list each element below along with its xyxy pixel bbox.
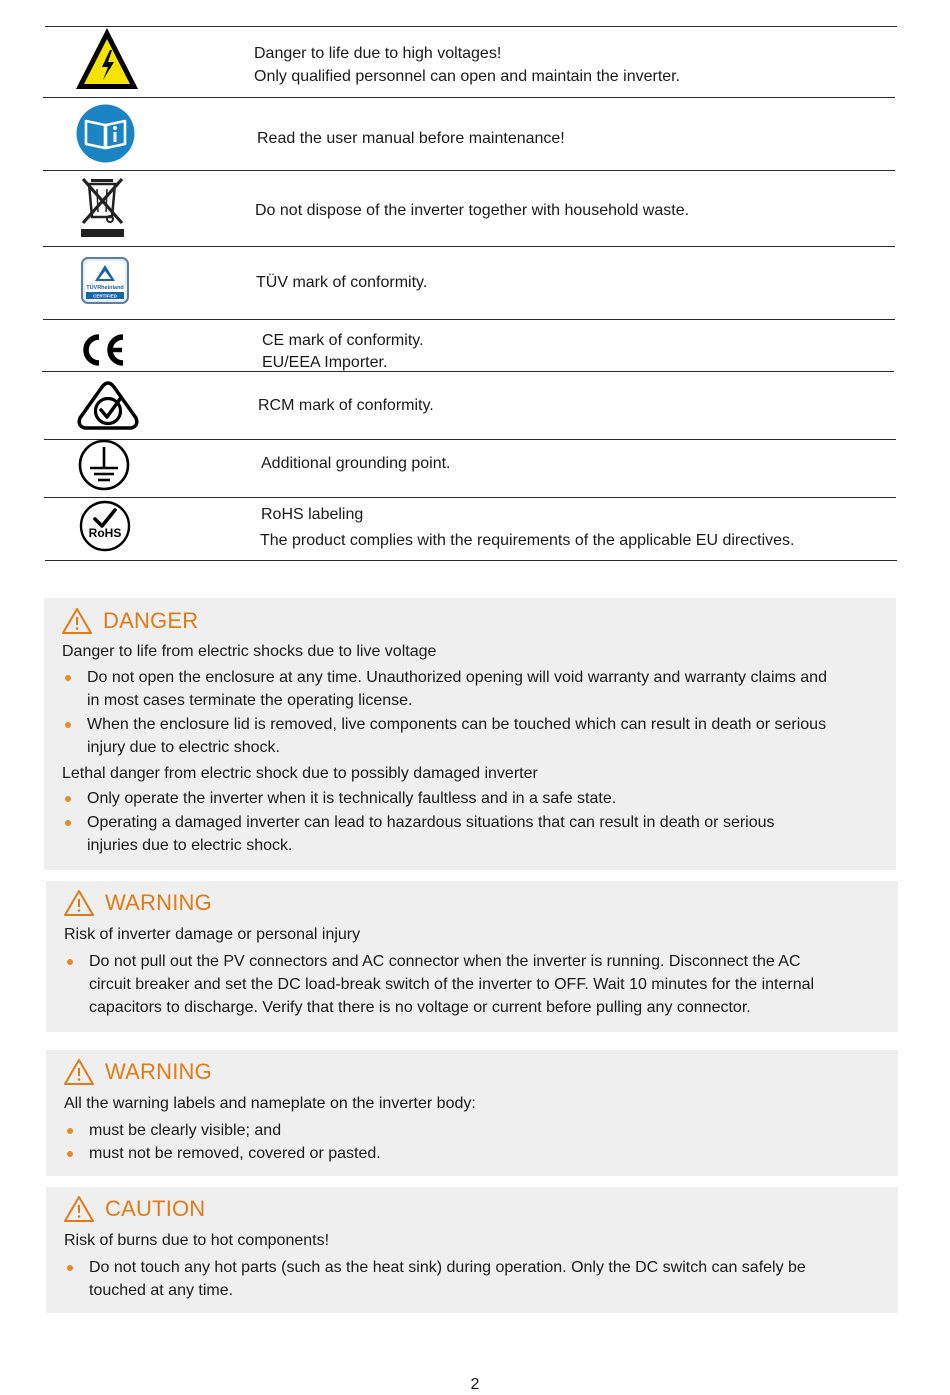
notice-header: [61, 607, 198, 635]
bullet-dot: [67, 1151, 73, 1157]
notice-paragraph: Risk of inverter damage or personal injury: [64, 926, 361, 943]
bullet-text: must be clearly visible; and: [89, 1122, 282, 1139]
warning-triangle-icon: [63, 1058, 95, 1086]
notice-paragraph: Risk of burns due to hot components!: [64, 1232, 330, 1249]
bullet-text: touched at any time.: [89, 1282, 234, 1299]
symbol-desc: Additional grounding point.: [261, 455, 451, 472]
bullet-dot: [65, 796, 71, 802]
bullet-dot: [67, 959, 73, 965]
notice-paragraph: All the warning labels and nameplate on the inverter body:: [64, 1095, 476, 1112]
warning-triangle-icon: [63, 1195, 95, 1223]
grounding-point-icon: [77, 438, 131, 492]
warning-triangle-icon: [63, 889, 95, 917]
bullet-dot: [65, 820, 71, 826]
rcm-mark-icon: [75, 380, 141, 432]
table-rule: [42, 371, 894, 372]
symbol-desc: RoHS labeling: [261, 506, 364, 523]
danger-notice: [44, 598, 896, 870]
notice-title: DANGER: [103, 608, 199, 633]
symbol-desc: The product complies with the requirements of the applicable EU directives.: [260, 532, 795, 549]
table-rule: [45, 560, 897, 561]
bullet-text: circuit breaker and set the DC load-break switch of the inverter to OFF. Wait 10 minutes for the internal: [89, 976, 815, 993]
rohs-icon: [79, 500, 131, 552]
bullet-text: in most cases terminate the operating license.: [87, 692, 413, 709]
svg-text:CERTIFIED: CERTIFIED: [93, 293, 117, 299]
svg-text:TÜVRheinland: TÜVRheinland: [86, 285, 124, 291]
bullet-dot: [65, 675, 71, 681]
table-rule: [43, 319, 895, 320]
symbol-desc: CE mark of conformity.: [262, 332, 424, 349]
caution-notice: [46, 1187, 898, 1313]
notice-title: WARNING: [105, 890, 212, 915]
bullet-text: Do not touch any hot parts (such as the heat sink) during operation. Only the DC switch can safely be: [89, 1259, 806, 1276]
bullet-dot: [67, 1128, 73, 1134]
bullet-text: capacitors to discharge. Verify that there is no voltage or current before pulling any connector.: [89, 999, 751, 1016]
bullet-text: When the enclosure lid is removed, live components can be touched which can result in death or serious: [87, 716, 827, 733]
bullet-text: Only operate the inverter when it is technically faultless and in a safe state.: [87, 790, 617, 807]
warning-notice: [46, 881, 898, 1032]
warning-notice: [46, 1050, 898, 1176]
weee-crossed-bin-icon: [80, 175, 126, 239]
page-number: 2: [470, 1376, 480, 1393]
symbol-desc: TÜV mark of conformity.: [256, 274, 428, 291]
notice-header: [63, 889, 212, 917]
symbol-desc: EU/EEA Importer.: [262, 354, 388, 371]
notice-paragraph: Danger to life from electric shocks due to live voltage: [62, 643, 437, 660]
symbol-desc: Do not dispose of the inverter together with household waste.: [255, 202, 690, 219]
symbol-desc: Danger to life due to high voltages!: [254, 45, 502, 62]
symbol-desc: RCM mark of conformity.: [258, 397, 434, 414]
symbol-desc: Read the user manual before maintenance!: [257, 130, 565, 147]
svg-text:RoHS: RoHS: [88, 526, 122, 540]
bullet-text: must not be removed, covered or pasted.: [89, 1145, 381, 1162]
bullet-text: Do not pull out the PV connectors and AC connector when the inverter is running. Disconnect the AC: [89, 953, 801, 970]
bullet-text: injury due to electric shock.: [87, 739, 280, 756]
table-rule: [43, 97, 895, 98]
notice-title: CAUTION: [105, 1196, 206, 1221]
notice-header: [63, 1058, 212, 1086]
high-voltage-warning-icon: [74, 26, 140, 92]
bullet-dot: [65, 722, 71, 728]
warning-triangle-icon: [61, 607, 93, 635]
bullet-text: Do not open the enclosure at any time. Unauthorized opening will void warranty and warranty claims and: [87, 669, 827, 686]
table-rule: [45, 26, 897, 27]
read-manual-icon: [76, 104, 135, 163]
notice-paragraph: Lethal danger from electric shock due to possibly damaged inverter: [62, 765, 538, 782]
bullet-text: Operating a damaged inverter can lead to hazardous situations that can result in death or serious: [87, 814, 775, 831]
tuv-mark-icon: [81, 257, 129, 304]
table-rule: [44, 439, 896, 440]
table-rule: [43, 170, 895, 171]
notice-header: [63, 1195, 205, 1223]
table-rule: [43, 246, 895, 247]
symbol-desc: Only qualified personnel can open and maintain the inverter.: [254, 68, 681, 85]
ce-mark-icon: [79, 333, 127, 367]
bullet-dot: [67, 1265, 73, 1271]
table-rule: [44, 497, 896, 498]
notice-title: WARNING: [105, 1059, 212, 1084]
bullet-text: injuries due to electric shock.: [87, 837, 293, 854]
